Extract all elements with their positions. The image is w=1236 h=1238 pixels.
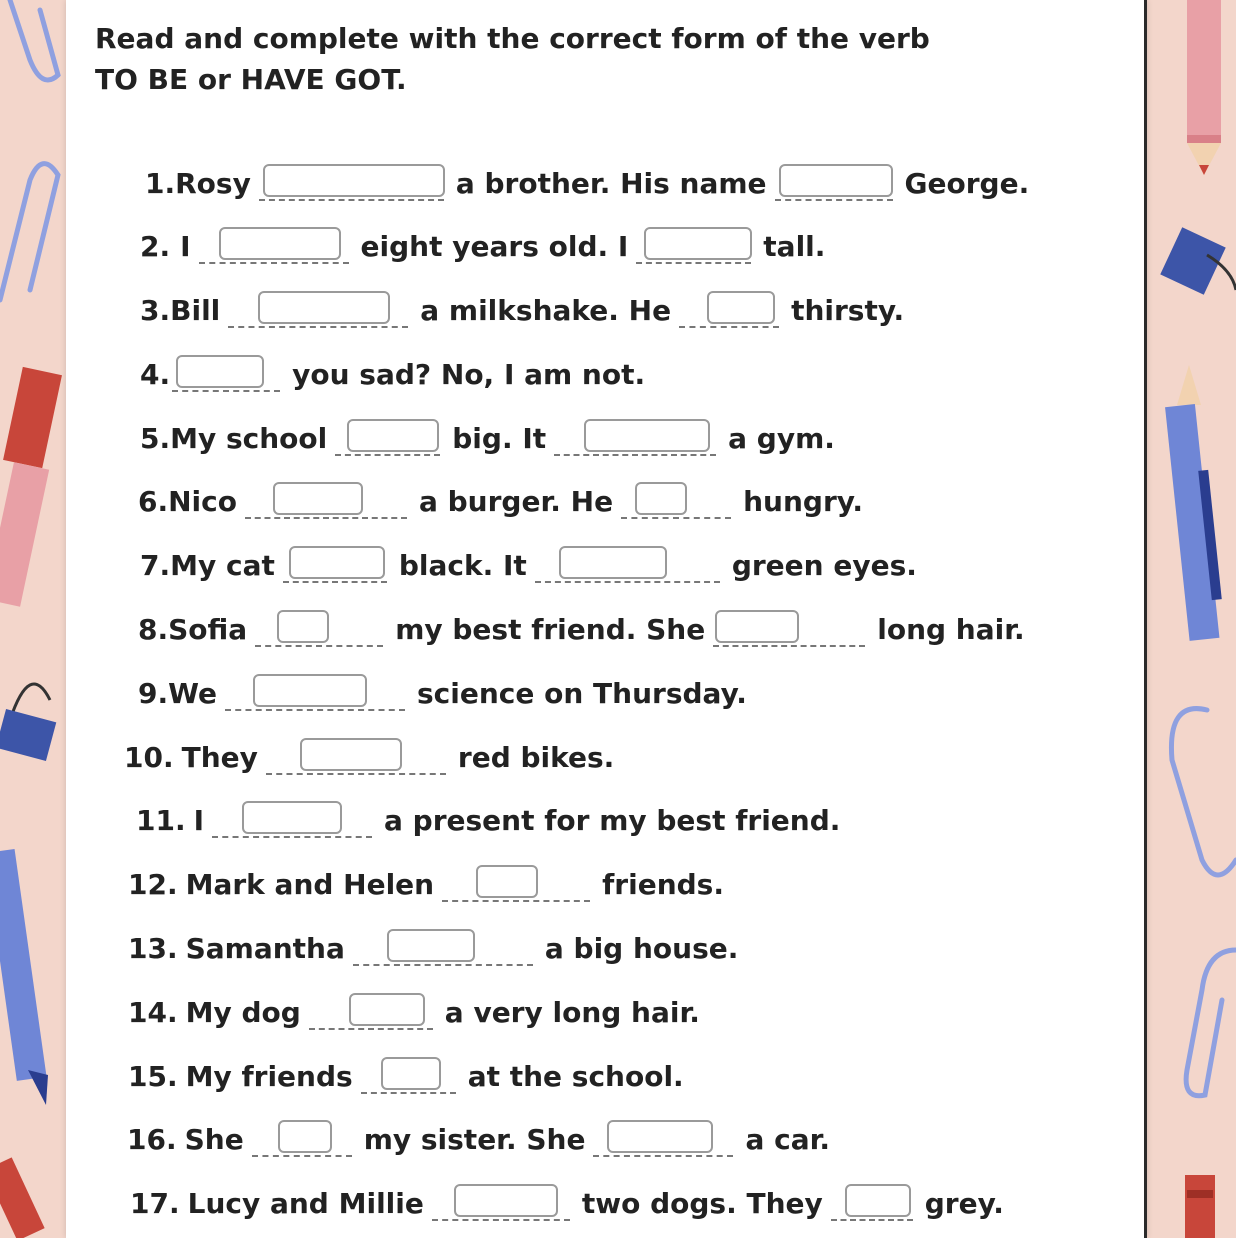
exercise-number: 1. bbox=[145, 166, 176, 200]
answer-blank bbox=[225, 675, 405, 711]
answer-blank bbox=[309, 994, 433, 1030]
exercise-text: at the school. bbox=[467, 1059, 684, 1093]
exercise-text: She bbox=[184, 1122, 244, 1156]
answer-input-box[interactable] bbox=[349, 993, 425, 1026]
answer-input-box[interactable] bbox=[277, 610, 329, 643]
exercise-text: a present for my best friend. bbox=[384, 803, 841, 837]
exercise-text: We bbox=[168, 676, 218, 710]
answer-blank bbox=[636, 228, 751, 264]
exercise-8 bbox=[138, 609, 1025, 649]
exercise-14 bbox=[128, 992, 700, 1032]
exercise-text: long hair. bbox=[877, 612, 1025, 646]
pencil-icon bbox=[1185, 1175, 1215, 1238]
exercise-text: Sofia bbox=[168, 612, 248, 646]
answer-blank bbox=[593, 1121, 733, 1157]
exercise-text: you sad? No, I am not. bbox=[292, 357, 646, 391]
pencil-icon bbox=[0, 367, 62, 607]
exercise-text: a car. bbox=[745, 1122, 831, 1156]
exercise-text: thirsty. bbox=[791, 293, 905, 327]
answer-input-box[interactable] bbox=[347, 419, 439, 452]
answer-input-box[interactable] bbox=[300, 738, 402, 771]
exercise-text: a big house. bbox=[544, 931, 739, 965]
answer-blank bbox=[255, 611, 383, 647]
answer-blank bbox=[245, 483, 407, 519]
exercise-number: 5. bbox=[140, 421, 171, 455]
exercise-4 bbox=[140, 354, 645, 394]
exercise-text: eight years old. I bbox=[360, 229, 629, 263]
answer-blank bbox=[432, 1185, 570, 1221]
exercise-text: black. It bbox=[398, 548, 527, 582]
exercise-number: 4. bbox=[140, 357, 171, 391]
exercise-1 bbox=[145, 163, 1029, 203]
answer-input-box[interactable] bbox=[258, 291, 390, 324]
exercise-text: My school bbox=[170, 421, 328, 455]
answer-blank bbox=[831, 1185, 913, 1221]
answer-input-box[interactable] bbox=[263, 164, 445, 197]
exercise-9 bbox=[138, 673, 747, 713]
answer-input-box[interactable] bbox=[176, 355, 264, 388]
answer-input-box[interactable] bbox=[644, 227, 752, 260]
answer-blank bbox=[554, 420, 716, 456]
answer-input-box[interactable] bbox=[273, 482, 363, 515]
exercise-text: friends. bbox=[602, 867, 724, 901]
answer-input-box[interactable] bbox=[219, 227, 341, 260]
exercise-number: 2. bbox=[140, 229, 171, 263]
paperclip-icon bbox=[10, 0, 58, 80]
exercise-3 bbox=[140, 290, 904, 330]
exercise-12 bbox=[128, 864, 724, 904]
answer-blank bbox=[713, 611, 865, 647]
binder-clip-icon bbox=[0, 684, 56, 761]
answer-input-box[interactable] bbox=[454, 1184, 558, 1217]
exercise-text: My cat bbox=[170, 548, 275, 582]
answer-input-box[interactable] bbox=[779, 164, 893, 197]
exercise-text: two dogs. They bbox=[581, 1186, 823, 1220]
answer-input-box[interactable] bbox=[715, 610, 799, 643]
exercise-6 bbox=[138, 481, 863, 521]
exercise-5 bbox=[140, 418, 835, 458]
answer-blank bbox=[228, 292, 408, 328]
exercise-text: science on Thursday. bbox=[417, 676, 747, 710]
answer-blank bbox=[172, 356, 280, 392]
exercise-number: 8. bbox=[138, 612, 169, 646]
exercise-2 bbox=[140, 226, 825, 266]
exercise-text: grey. bbox=[924, 1186, 1004, 1220]
exercise-number: 17. bbox=[130, 1186, 180, 1220]
answer-blank bbox=[353, 930, 533, 966]
answer-input-box[interactable] bbox=[387, 929, 475, 962]
exercise-text: big. It bbox=[452, 421, 547, 455]
exercise-number: 15. bbox=[128, 1059, 178, 1093]
answer-input-box[interactable] bbox=[635, 482, 687, 515]
exercise-text: They bbox=[181, 740, 258, 774]
paperclip-icon bbox=[1186, 950, 1236, 1096]
answer-input-box[interactable] bbox=[289, 546, 385, 579]
exercise-text: a very long hair. bbox=[444, 995, 700, 1029]
exercise-text: Nico bbox=[168, 484, 237, 518]
exercise-15 bbox=[128, 1056, 684, 1096]
exercise-number: 14. bbox=[128, 995, 178, 1029]
answer-blank bbox=[212, 802, 372, 838]
answer-input-box[interactable] bbox=[278, 1120, 332, 1153]
answer-input-box[interactable] bbox=[476, 865, 538, 898]
binder-clip-icon bbox=[1160, 227, 1236, 294]
exercise-text: green eyes. bbox=[731, 548, 917, 582]
answer-blank bbox=[361, 1058, 456, 1094]
exercise-text: a brother. His name bbox=[455, 166, 767, 200]
pen-icon bbox=[0, 849, 48, 1105]
answer-blank bbox=[775, 165, 893, 201]
exercise-text: Mark and Helen bbox=[185, 867, 435, 901]
exercise-text: hungry. bbox=[743, 484, 864, 518]
exercise-text: George. bbox=[904, 166, 1030, 200]
answer-input-box[interactable] bbox=[607, 1120, 713, 1153]
left-decorations bbox=[0, 0, 66, 1238]
answer-input-box[interactable] bbox=[584, 419, 710, 452]
answer-blank bbox=[252, 1121, 352, 1157]
answer-blank bbox=[266, 739, 446, 775]
exercise-7 bbox=[140, 545, 917, 585]
answer-blank bbox=[535, 547, 720, 583]
answer-blank bbox=[679, 292, 779, 328]
pencil-icon bbox=[1187, 0, 1221, 175]
exercise-text: my sister. She bbox=[363, 1122, 586, 1156]
exercise-text: Bill bbox=[170, 293, 221, 327]
exercise-text: a gym. bbox=[728, 421, 835, 455]
exercise-text: I bbox=[180, 229, 191, 263]
exercise-number: 6. bbox=[138, 484, 169, 518]
answer-input-box[interactable] bbox=[242, 801, 342, 834]
exercise-number: 7. bbox=[140, 548, 171, 582]
exercise-number: 16. bbox=[127, 1122, 177, 1156]
answer-input-box[interactable] bbox=[381, 1057, 441, 1090]
exercise-number: 13. bbox=[128, 931, 178, 965]
answer-blank bbox=[259, 165, 444, 201]
exercise-text: a burger. He bbox=[419, 484, 614, 518]
exercise-17 bbox=[130, 1183, 1004, 1223]
right-decorations bbox=[1147, 0, 1236, 1238]
exercise-text: red bikes. bbox=[457, 740, 615, 774]
pencil-icon bbox=[0, 1157, 45, 1238]
exercise-text: Rosy bbox=[175, 166, 251, 200]
paperclip-icon bbox=[1171, 709, 1236, 875]
exercise-number: 11. bbox=[136, 803, 186, 837]
exercise-text: My dog bbox=[185, 995, 301, 1029]
exercise-text: Samantha bbox=[185, 931, 345, 965]
exercise-text: Lucy and Millie bbox=[187, 1186, 424, 1220]
exercise-text: I bbox=[193, 803, 205, 837]
exercise-number: 9. bbox=[138, 676, 169, 710]
exercise-13 bbox=[128, 928, 738, 968]
paperclip-icon bbox=[0, 164, 58, 300]
exercise-11 bbox=[136, 800, 840, 840]
answer-input-box[interactable] bbox=[253, 674, 367, 707]
answer-input-box[interactable] bbox=[845, 1184, 911, 1217]
answer-blank bbox=[199, 228, 349, 264]
exercise-text: my best friend. She bbox=[395, 612, 706, 646]
exercise-text: My friends bbox=[185, 1059, 353, 1093]
instructions-line-2: TO BE or HAVE GOT. bbox=[95, 63, 407, 96]
pen-icon bbox=[1165, 365, 1222, 641]
exercise-16 bbox=[127, 1119, 830, 1159]
exercise-text: tall. bbox=[763, 229, 826, 263]
answer-input-box[interactable] bbox=[559, 546, 667, 579]
exercise-number: 10. bbox=[124, 740, 174, 774]
answer-blank bbox=[335, 420, 440, 456]
exercise-text: a milkshake. He bbox=[420, 293, 672, 327]
answer-blank bbox=[442, 866, 590, 902]
instructions-line-1: Read and complete with the correct form of the verb bbox=[95, 22, 930, 55]
answer-blank bbox=[283, 547, 387, 583]
answer-blank bbox=[621, 483, 731, 519]
exercise-number: 3. bbox=[140, 293, 171, 327]
instructions bbox=[95, 18, 995, 100]
exercise-10 bbox=[124, 737, 614, 777]
exercise-number: 12. bbox=[128, 867, 178, 901]
answer-input-box[interactable] bbox=[707, 291, 775, 324]
